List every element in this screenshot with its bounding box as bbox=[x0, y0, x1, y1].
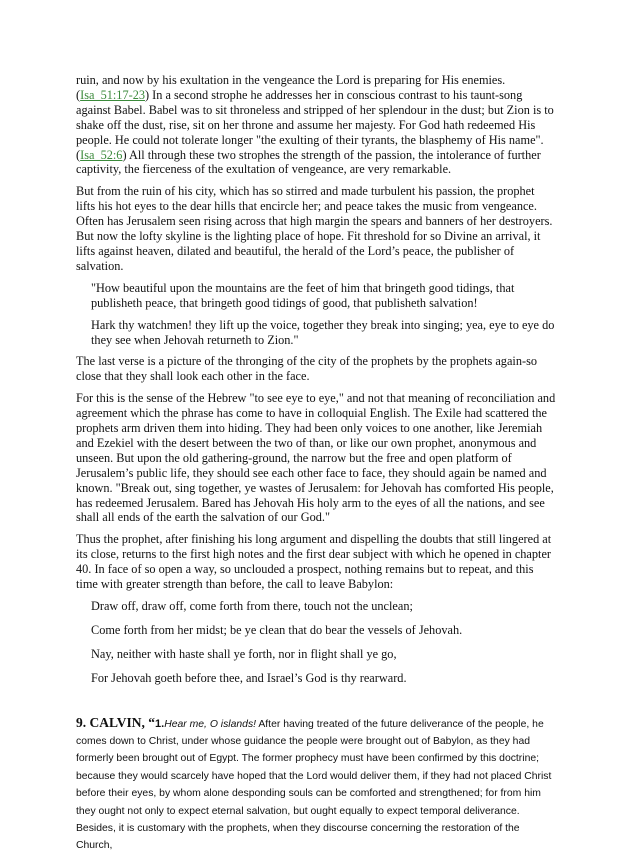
paragraph-2: But from the ruin of his city, which has so stirred and made turbulent his passion, the prophet lifts his hot eyes to the dear hills that encircle her; and peace takes the music from vengeance. Often has Jerusalem seen rising across that high margin the spears and banners of her destroyers. But now the lofty skyline is the lighting place of hope. Fit threshold for so Divine an arrival, it lifts against heaven, dilated and beautiful, the herald of the Lord’s peace, the publisher of salvation. bbox=[76, 184, 553, 273]
calvin-section bbox=[76, 714, 556, 855]
verse-line: Come forth from her midst; be ye clean that do bear the vessels of Jehovah. bbox=[91, 622, 463, 637]
scripture-link-isa-52[interactable]: Isa_52:6 bbox=[80, 147, 123, 162]
verse-line: Nay, neither with haste shall ye forth, nor in flight shall ye go, bbox=[91, 646, 397, 661]
scripture-link-isa-51[interactable]: Isa_51:17-23 bbox=[80, 87, 145, 102]
block-quote bbox=[76, 281, 556, 348]
quote-line-2: Hark thy watchmen! they lift up the voice, together they break into singing; yea, eye to eye do they see when Jehovah returneth to Zion." bbox=[91, 317, 555, 347]
calvin-heading: 9. CALVIN, “ bbox=[76, 714, 156, 730]
paragraph-5: Thus the prophet, after finishing his long argument and dispelling the doubts that still lingered at its close, returns to the first high notes and the first dear subject with which he opened in chapter 40. In face of so open a way, so unclouded a prospect, nothing remains but to repeat, and this time with greater strength than before, the call to leave Babylon: bbox=[76, 532, 552, 592]
paragraph-4: For this is the sense of the Hebrew "to see eye to eye," and not that meaning of reconciliation and agreement which the phrase has come to have in colloquial English. The Exile had scattered the prophets arm driven them into hiding. They had been only voices to one another, like Jeremiah and Ezekiel with the desert between the two of than, or like our own prophet, anonymous and unseen. But upon the old gathering-ground, the narrow but the free and open platform of Jerusalem’s public life, they should see each other face to face, they should again be named and known. "Break out, sing together, ye wastes of Jerusalem: for Jehovah has comforted His people, has redeemed Jerusalem. Bared has Jehovah His holy arm to the eyes of all the nations, and see shall all ends of the earth the salvation of our God." bbox=[76, 391, 556, 525]
verse-block bbox=[76, 599, 556, 686]
quote-line-1: "How beautiful upon the mountains are the feet of him that bringeth good tidings, that publisheth peace, that bringeth good tidings of good, that publisheth salvation! bbox=[91, 280, 515, 310]
document-page bbox=[76, 73, 556, 855]
paragraph-3: The last verse is a picture of the thronging of the city of the prophets by the prophets again-so close that they shall look each other in the face. bbox=[76, 354, 538, 384]
paragraph-1: ruin, and now by his exultation in the vengeance the Lord is preparing for His enemies. (Isa_51:17-23) In a second strophe he addresses her in conscious contrast to his taunt-song against Babel. Babel was to sit throneless and stripped of her splendour in the dust; but Zion is to shake off the dust, rise, sit on her throne and assume her majesty. For God hath redeemed His people. He could not tolerate longer "the exulting of their tyrants, the blasphemy of His name". (Isa_52:6) All through these two strophes the strength of the passion, the intolerance of further captivity, the fierceness of the exultation of vengeance, are very remarkable. bbox=[76, 73, 554, 177]
calvin-verse-number: 1. bbox=[155, 717, 165, 730]
calvin-verse-text: Hear me, O islands! bbox=[164, 718, 257, 730]
calvin-commentary: After having treated of the future deliverance of the people, he comes down to Christ, under whose guidance the people were brought out of Babylon, as they had formerly been brought out of Egypt. The former prophecy must have been confirmed by this doctrine; because they would scarcely have hoped that the Lord would deliver them, if they had not placed Christ before their eyes, by whom alone desponding souls can be comforted and strengthened; for from him they ought not only to expect eternal salvation, but ought equally to expect temporal deliverance. Besides, it is customary with the prophets, when they discourse concerning the restoration of the Church, bbox=[76, 718, 552, 852]
verse-line: For Jehovah goeth before thee, and Israel’s God is thy rearward. bbox=[91, 670, 407, 685]
calvin-paragraph bbox=[76, 714, 556, 855]
verse-line: Draw off, draw off, come forth from there, touch not the unclean; bbox=[91, 599, 413, 613]
